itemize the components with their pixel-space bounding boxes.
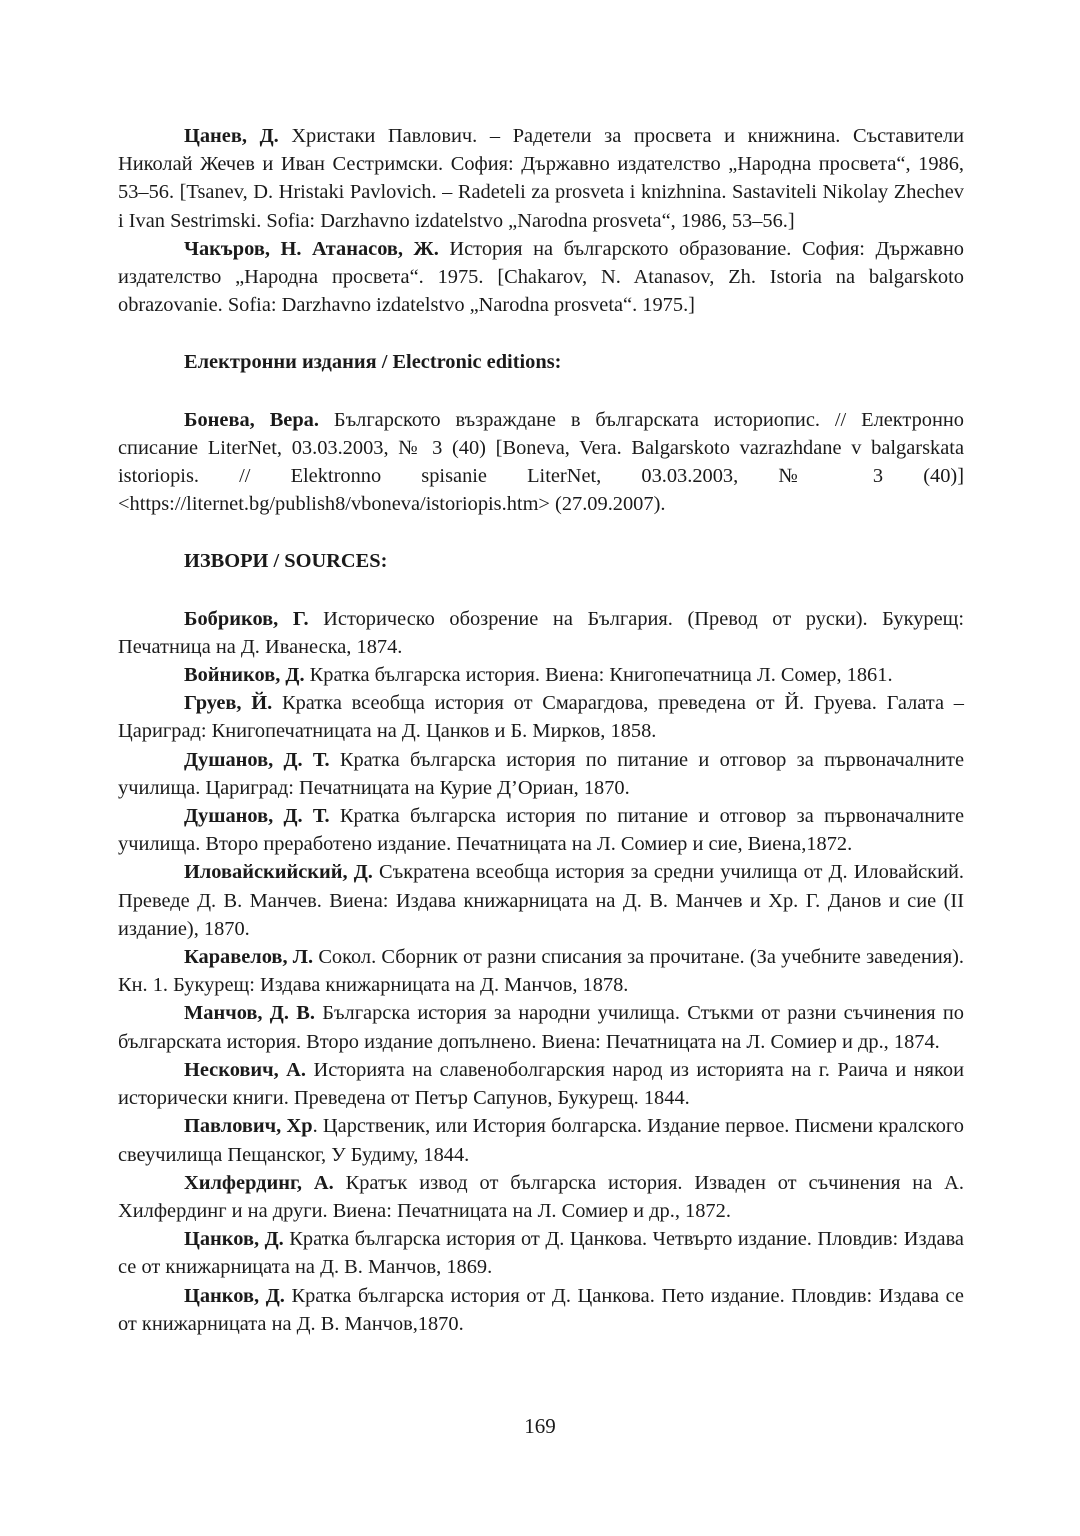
entry-author: Манчов, Д. В.	[184, 1002, 315, 1025]
entry-text: История на българското образование. София: Държавно издателство „Народна просвета“. 1975. [Chakarov, N. Atanasov, Zh. Istoria na balgarskoto obrazovanie. Sofia: Darzhavno izdatelstvo „Narodna prosveta“. 1975.]	[118, 237, 965, 317]
entry-author: Душанов, Д. Т.	[184, 805, 330, 828]
entry-author: Цанков, Д.	[184, 1228, 284, 1251]
entry-text: Кратка всеобща история от Смарагдова, преведена от Й. Груева. Галата – Цариград: Книгопечатницата на Д. Цанков и Б. Мирков, 1858.	[118, 692, 964, 743]
bibliography-entry	[118, 746, 964, 802]
section-heading-sources: ИЗВОРИ / SOURCES:	[184, 550, 388, 573]
entry-author: Бонева, Вера.	[184, 408, 319, 431]
entry-text: Кратък извод от българска история. Изваден от съчинения на А. Хилфердинг и на други. Виена: Печатницата на Л. Сомиер и др., 1872.	[118, 1171, 964, 1222]
bibliography-entry	[118, 943, 964, 999]
entry-text: Историята на славеноболгарския народ из историята на г. Раича и някои исторически книги. Преведена от Петър Сапунов, Букурещ. 1844.	[118, 1058, 965, 1110]
entry-text: Кратка българска история по питание и отговор за първоначалните училища. Цариград: Печатницата на Курие Д’Ориан, 1870.	[118, 748, 964, 799]
bibliography-entry	[118, 122, 964, 235]
entry-author: Бобриков, Г.	[184, 607, 309, 630]
bibliography-entry	[118, 406, 964, 519]
entry-text: Сокол. Сборник от разни списания за прочитане. (За учебните заведения). Кн. 1. Букурещ: Издава книжарницата на Д. Манчов, 1878.	[118, 946, 964, 997]
bibliography-entry	[118, 858, 964, 943]
bibliography-entry	[118, 802, 964, 858]
bibliography-entry	[118, 1112, 964, 1168]
entry-text: Историческо обозрение на България. (Превод от руски). Букурещ: Печатница на Д. Иванеска, 1874.	[118, 607, 964, 658]
entry-text: . Царственик, или История болгарска. Издание первое. Писмени кралского свеучилища Пещанског, У Будиму, 1844.	[118, 1115, 964, 1166]
section-heading-electronic: Електронни издания / Electronic editions:	[184, 351, 562, 374]
bibliography-entry	[118, 689, 964, 745]
entry-text: Българското възраждане в българската историопис. // Електронно списание LiterNet, 03.03.2003, № 3 (40) [Boneva, Vera. Balgarskoto vazrazhdane v balgarskata istoriopis. // Elektronno spisanie LiterNet, 03.03.2003, № 3 (40)] <https://liternet.bg/publish8/vboneva/istoriopis.htm> (27.09.2007).	[118, 408, 965, 516]
bibliography-entry	[118, 605, 964, 661]
entry-author: Каравелов, Л.	[184, 946, 314, 969]
entry-author: Груев, Й.	[184, 692, 273, 715]
bibliography-entry	[118, 661, 964, 689]
entry-author: Цанков, Д.	[184, 1284, 285, 1307]
entry-author: Хилфердинг, А.	[184, 1171, 334, 1194]
entry-text: Христаки Павлович. – Радетели за просвета и книжнина. Съставители Николай Жечев и Иван Сестримски. София: Държавно издателство „Народна просвета“, 1986, 53–56. [Tsanev, D. Hristaki Pavlovich. – Radeteli za prosveta i knizhnina. Sastaviteli Nikolay Zhechev i Ivan Sestrimski. Sofia: Darzhavno izdatelstvo „Narodna prosveta“, 1986, 53–56.]	[118, 125, 964, 232]
bibliography-entry	[118, 1225, 964, 1281]
entry-author: Войников, Д.	[184, 664, 305, 687]
entry-author: Цанев, Д.	[184, 125, 279, 147]
entry-text: Кратка българска история от Д. Цанкова. Пето издание. Пловдив: Издава се от книжарницата на Д. В. Манчов,1870.	[118, 1284, 964, 1335]
entry-text: Кратка българска история по питание и отговор за първоначалните училища. Второ преработено издание. Печатницата на Л. Сомиер и сие, Виена,1872.	[118, 805, 964, 856]
entry-text: Кратка българска история. Виена: Книгопечатница Л. Сомер, 1861.	[304, 664, 893, 687]
entry-text: Българска история за народни училища. Стъкми от разни съчинения по българската история. Второ издание допълнено. Виена: Печатницата на Л. Сомиер и др., 1874.	[118, 1002, 964, 1053]
page-body	[118, 122, 964, 1338]
bibliography-entry	[118, 1169, 964, 1225]
bibliography-entry	[118, 1056, 964, 1112]
entry-author: Чакъров, Н. Атанасов, Ж.	[184, 237, 439, 260]
entry-text: Съкратена всеобща история за средни училища от Д. Иловайский. Преведе Д. В. Манчев. Виена: Издава книжарницата на Д. В. Манчев и Хр. Г. Данов и сие (II издание), 1870.	[118, 861, 964, 940]
entry-author: Павлович, Хр	[184, 1115, 313, 1138]
bibliography-entry	[118, 999, 964, 1055]
bibliography-entry	[118, 235, 964, 320]
entry-author: Душанов, Д. Т.	[184, 748, 330, 771]
page-number: 169	[524, 1414, 556, 1438]
entry-author: Нескович, А.	[184, 1058, 307, 1081]
entry-text: Кратка българска история от Д. Цанкова. Четвърто издание. Пловдив: Издава се от книжарницата на Д. В. Манчов, 1869.	[118, 1228, 964, 1279]
entry-author: Иловайскийский, Д.	[184, 861, 373, 884]
bibliography-entry	[118, 1282, 964, 1338]
